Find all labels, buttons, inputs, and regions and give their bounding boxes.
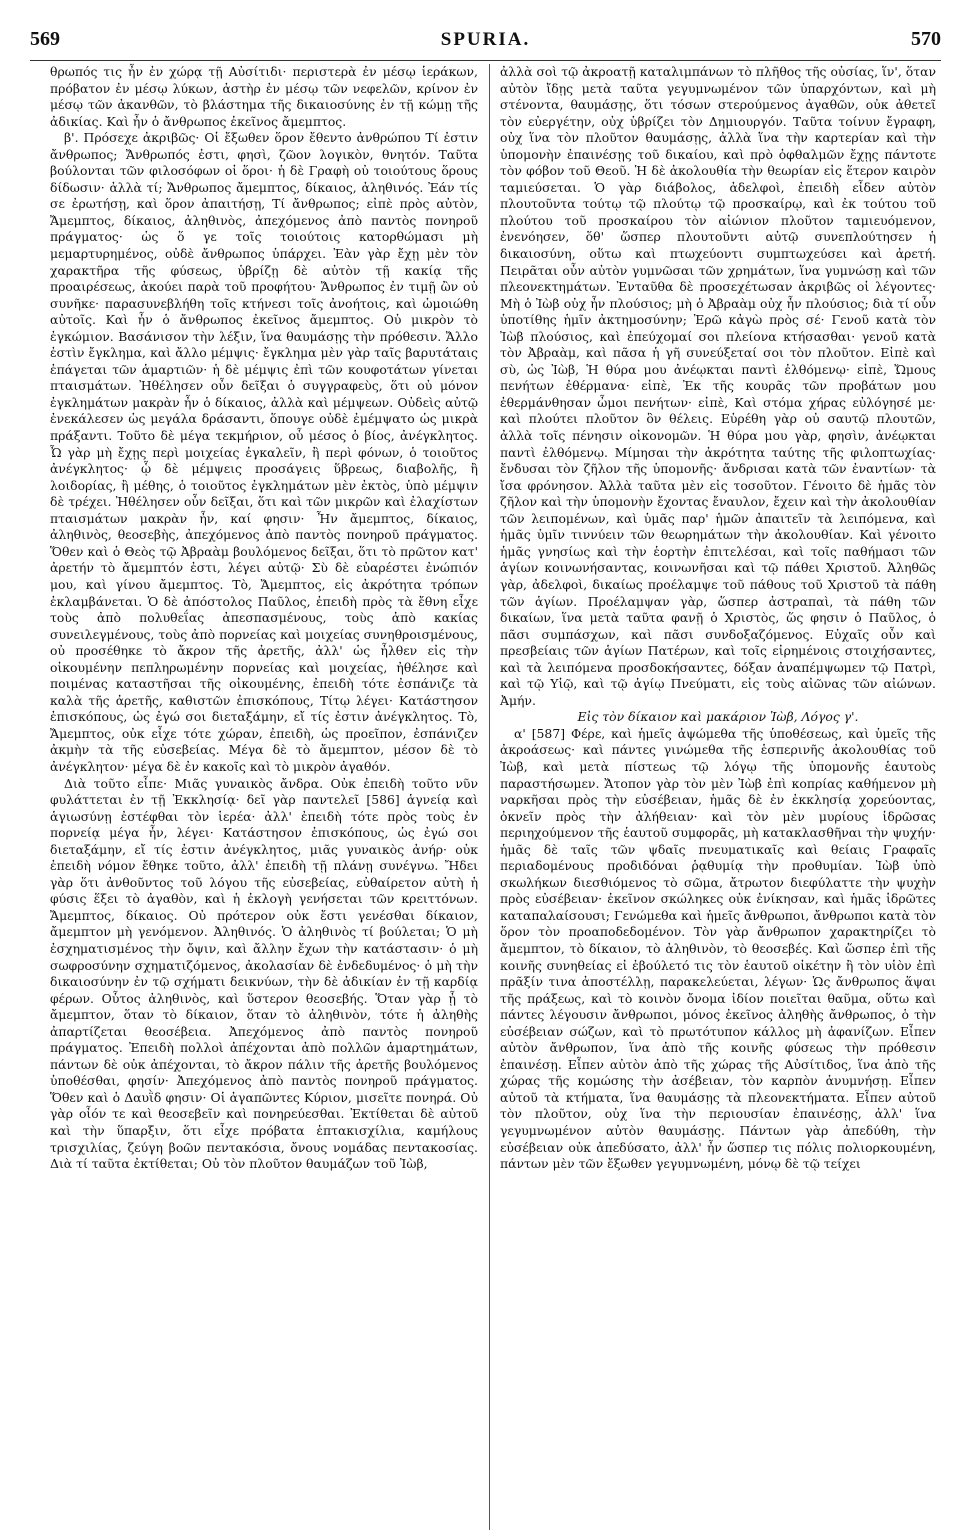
right-paragraph-1: ἀλλὰ σοὶ τῷ ἀκροατῇ καταλιμπάνων τὸ πλῆθος τῆς οὐσίας, ἵν', ὅταν αὐτὸν ἴδῃς μετὰ ταῦτα γεγυμνωμένον τῶν ὑπαρχόντων, καὶ μὴ στένοντα, θαυμάσῃς, ὅτι τόσων στερούμενος ἀγαθῶν, οὐκ ἀθετεῖ τὸν εὐεργέτην, οὐχ ὑβρίζει τὸν Δημιουργόν. Ταῦτα τοίνυν ἔγραφη, οὐχ ἵνα τὸν πλοῦτον θαυμάσῃς, ἀλλὰ ἵνα τὴν καρτερίαν καὶ τὴν ὑπομονὴν ἐπαινέσῃς τοῦ δικαίου, καὶ πρὸ ὀφθαλμῶν ἔχῃς πάντοτε τὸν φόβον τοῦ Θεοῦ. Ἡ δὲ ἀκολουθία τὴν θεωρίαν εἰς ἕτερον καιρὸν ταμιεύσεται. Ὁ γὰρ διάβολος, ἀδελφοὶ, ἐπειδὴ εἶδεν αὐτὸν πλουτοῦντα τούτῳ τῷ πλούτῳ τῷ προσκαίρῳ, καὶ ἐκ τούτου τοῦ πλούτου τοῦ προσκαίρου τὸν αἰώνιον πλοῦτον ταμιευόμενον, ἐνενόησεν, ὅθ' ὥσπερ πλουτοῦντι αὐτῷ συνεπλούτησεν ἡ δικαιοσύνη, οὕτω καὶ πτωχεύοντι συμπτωχεύσει καὶ ἀρετή. Πειρᾶται οὖν αὐτὸν γυμνῶσαι τῶν χρημάτων, ἵνα γυμνώσῃ καὶ τῶν πλεονεκτημάτων. Ἐνταῦθα δὲ προσεχέτωσαν ἀκριβῶς οἱ λέγοντες· Μὴ ὁ Ἰὼβ οὐχ ἦν πλούσιος; μὴ ὁ Ἀβραὰμ οὐχ ἦν πλούσιος; διὰ τί οὖν ὑποτίθης ἡμῖν ἀκτημοσύνην; Ἐρῶ κἀγὼ πρὸς σέ· Γενοῦ κατὰ τὸν Ἰὼβ πλούσιος, καὶ ἐπεύχομαί σοι πλείονα κτήσασθαι· γενοῦ κατὰ τὸν Ἀβραὰμ, καὶ πᾶσα ἡ γῆ συνεύξεταί σοι τὸν πλοῦτον. Εἰπὲ καὶ σὺ, ὡς Ἰὼβ, Ἡ θύρα μου ἀνέῳκται παντὶ ἐλθόμενῳ· εἰπὲ, Ὤμους πενήτων ἐθέρμανα· εἰπὲ, Ἐκ τῆς κουρᾶς τῶν προβάτων μου ἐθερμάνθησαν ὦμοι πενήτων· εἰπὲ, Καὶ στόμα χήρας εὐλόγησέ με· καὶ πλούτει πλοῦτον ὃν θέλεις. Εὑρέθη γὰρ οὐ σαυτῷ πλουτῶν, ἀλλὰ τοῖς πένησιν οἰκονομῶν. Ἡ θύρα μου γὰρ, φησὶν, ἀνέῳκται παντὶ ἐλθόμενῳ. Μίμησαι τὴν ἀκρότητα ταύτης τῆς φιλοπτωχίας· ἔνδυσαι τὸν ζῆλον τῆς ὑπομονῆς· ἄνδρισαι κατὰ τῶν ἐναντίων· τὰ ἴσα φρόνησον. Ἀλλὰ ταῦτα μὲν εἰς τοσοῦτον. Γένοιτο δὲ ἡμᾶς τὸν ζῆλον καὶ τὴν ὑπομονὴν ἔχοντας ἔναυλον, ἔχειν καὶ τὴν ἀκολουθίαν τῶν λειπομένων, καὶ ὑμᾶς παρ' ἡμῶν ἀπαιτεῖν τὰ λειπόμενα, καὶ ἡμᾶς ὑμῖν τιννύειν τῶν θεωρημάτων τὴν ἀκολουθίαν. Καὶ γένοιτο ἡμᾶς γνησίως καὶ τὴν ἑορτὴν ἐπιτελέσαι, καὶ τοῖς παθήμασι τῶν ἁγίων κοινωνήσαντας, κοινωνῆσαι καὶ τῷ πάθει Χριστοῦ. Ἀληθῶς γὰρ, ἀδελφοὶ, δικαίως προέλαμψε τοῦ πάθους τοῦ Χριστοῦ τὰ πάθη τῶν ἁγίων. Προέλαμψαν γὰρ, ὥσπερ ἀστραπαὶ, τὰ πάθη τῶν δικαίων, ἵνα μετὰ ταῦτα φανῇ ὁ Χριστὸς, ὥς φησιν ὁ Παῦλος, ὁ πᾶσι συμπάσχων, καὶ πᾶσι συνδοξαζόμενος. Εὐχαῖς οὖν καὶ πρεσβείαις τῶν ἁγίων Πατέρων, καὶ τοῖς εἰρημένοις στοιχήσαντες, καὶ τὰ λειπόμενα προσδοκήσαντες, δόξαν ἀναπέμψωμεν τῷ Πατρὶ, καὶ τῷ Υἱῷ, καὶ τῷ ἁγίῳ Πνεύματι, εἰς τοὺς αἰῶνας τῶν αἰώνων. Ἀμήν. xyxy=(500,64,936,708)
column-divider xyxy=(489,64,490,1530)
left-page-number: 569 xyxy=(30,28,60,50)
right-column xyxy=(500,64,936,1173)
header-rule xyxy=(30,60,941,61)
left-paragraph-3: Διὰ τοῦτο εἶπε· Μιᾶς γυναικὸς ἄνδρα. Οὐκ ἐπειδὴ τοῦτο νῦν φυλάττεται ἐν τῇ Ἐκκλησίᾳ· δεῖ γὰρ παντελεῖ [586] ἁγνείᾳ καὶ ἁγιωσύνῃ ἐστέφθαι τὸν ἱερέα· ἀλλ' ἐπειδὴ τότε πρὸς τοὺς ἐν πορνείᾳ μέγα ἦν, λέγει· Κατάστησον ἐπισκόπους, ὡς ἐγώ σοι διεταξάμην, εἴ τίς ἐστιν ἀνέγκλητος, μιᾶς γυναικὸς ἀνήρ· οὐκ ἐπειδὴ νόμον ἔθηκε τοῦτο, ἀλλ' ἐπειδὴ τῇ πλάνῃ συνέγνω. Ἤδει γὰρ ὅτι ἀνθοῦντος τοῦ λόγου τῆς εὐσεβείας, εὐθαίρετον αὐτὴ ἡ φύσις ἕξει τὸ ἀγαθὸν, καὶ ἡ ἐκλογὴ γενήσεται τῶν κρειττόνων. Ἄμεμπτος, δίκαιος. Οὐ πρότερον οὐκ ἔστι γενέσθαι δίκαιον, ἄμεμπτον μὴ γενόμενον. Ἀληθινός. Ὁ ἀληθινὸς τί βούλεται; Ὁ μὴ ἐσχηματισμένος τὴν ὄψιν, καὶ ἄλλην ἔχων τὴν κατάστασιν· ὁ μὴ σωφροσύνην σχηματιζόμενος, ἀκολασίαν δὲ ἐνδεδυμένος· ὁ μὴ τὴν δικαιοσύνην ἐν τῷ σχήματι δεικνύων, τὴν δὲ ἀδικίαν ἐν τῇ καρδίᾳ φέρων. Οὗτος ἀληθινὸς, καὶ ὕστερον θεοσεβής. Ὅταν γὰρ ᾖ τὸ ἄμεμπτον, ὅταν τὸ δίκαιον, ὅταν τὸ ἀληθινὸν, τότε ἡ ἀληθὴς ἀπαρτίζεται θεοσέβεια. Ἀπεχόμενος ἀπὸ παντὸς πονηροῦ πράγματος. Ἐπειδὴ πολλοὶ ἀπέχονται ἀπὸ πολλῶν ἁμαρτημάτων, πάντων δὲ οὐκ ἀπέχονται, τὸ ἄκρον πάλιν τῆς ἀρετῆς βουλόμενος ὑποθέσθαι, φησίν· Ἀπεχόμενος ἀπὸ παντὸς πονηροῦ πράγματος. Ὅθεν καὶ ὁ Δαυῒδ φησιν· Οἱ ἀγαπῶντες Κύριον, μισεῖτε πονηρά. Οὐ γὰρ οἶόν τε καὶ θεοσεβεῖν καὶ πονηρεύεσθαι. Ἐκτίθεται δὲ αὐτοῦ καὶ τὴν ὕπαρξιν, ὅτι εἶχε πρόβατα ἑπτακισχίλια, καμήλους τρισχιλίας, ζεύγη βοῶν πεντακόσια, ὄνους νομάδας πεντακοσίας. Διὰ τί ταῦτα ἐκτίθεται; Οὐ τὸν πλοῦτον θαυμάζων τοῦ Ἰὼβ, xyxy=(50,775,478,1172)
right-page-number: 570 xyxy=(910,28,941,50)
left-paragraph-1: θρωπός τις ἦν ἐν χώρᾳ τῇ Αὐσίτιδι· περιστερὰ ἐν μέσῳ ἱεράκων, πρόβατον ἐν μέσῳ λύκων, ἀστὴρ ἐν μέσῳ τῶν νεφελῶν, κρίνον ἐν μέσῳ τῶν ἀκανθῶν, τὸ βλάστημα τῆς δικαιοσύνης ἐν τῇ κώμῃ τῆς ἀδικίας. Καὶ ἦν ὁ ἄνθρωπος ἐκεῖνος ἄμεμπτος. xyxy=(50,64,478,129)
section-title: Εἰς τὸν δίκαιον καὶ μακάριον Ἰὼβ, Λόγος γ'. xyxy=(577,709,859,725)
running-title: SPURIA. xyxy=(440,29,531,50)
left-column xyxy=(50,64,478,1173)
right-paragraph-2: α' [587] Φέρε, καὶ ἡμεῖς ἀψώμεθα τῆς ὑποθέσεως, καὶ ὑμεῖς τῆς ἀκροάσεως· καὶ πάντες γινώμεθα τῆς ἑσπερινῆς ἀκολουθίας τοῦ Ἰὼβ, καὶ μετὰ πίστεως τῷ λόγῳ τῆς ὑπομονῆς ἑαυτοὺς παραστήσωμεν. Ἄτοπον γὰρ τὸν μὲν Ἰὼβ ἐπὶ κοπρίας καθήμενον μὴ ναρκῆσαι πρὸς τὴν εὐσέβειαν, ἡμᾶς δὲ ἐν ἐκκλησίᾳ χορεύοντας, ὀκνεῖν πρὸς τὴν ἀλήθειαν· καὶ τὸν μὲν μυρίους ἱδρῶσας περιηχούμενον τῆς ἑαυτοῦ συμφορᾶς, μὴ κατακλασθῆναι τὴν ψυχήν· ἡμᾶς δὲ ταῖς τῶν ψδαῖς πνευματικαῖς καὶ θείαις Γραφαῖς περιαδομένους προδιδόναι ῥᾳθυμίᾳ τὴν προθυμίαν. Ἰὼβ ὑπὸ σκωλήκων διεσθιόμενος τὸ σῶμα, ἄτρωτον διεφύλαττε τὴν ψυχὴν πρὸς εὐσέβειαν· ἐκεῖνον σκώληκες οὐκ ἐνίκησαν, καὶ ἡμᾶς ἱδρῶτες καταπαλαίσουσι; Γενώμεθα καὶ ἡμεῖς ἄνθρωποι, ἄνθρωποι κατὰ τὸν ὅρον τὸν προαποδεδομένον. Τὸν γὰρ ἄνθρωπον χαρακτηρίζει τὸ ἄμεμπτον, τὸ δίκαιον, τὸ ἀληθινὸν, τὸ θεοσεβές. Καὶ ὥσπερ ἐπὶ τῆς κοινῆς συνηθείας εἰ ἐβούλετό τις τὸν ἑαυτοῦ οἰκέτην ἢ τὸν υἱὸν ἐπὶ πρᾶξίν τινα ἀποστέλλῃ, παρακελεύεται, λέγων· Ὡς ἄνθρωπος ἅψαι τῆς πράξεως, καὶ τὸ κοινὸν ὄνομα ἰδίον ποιεῖται θαῦμα, οὕτω καὶ πάντες λέγουσιν ἄνθρωποι, μόνος ἐκεῖνος ἀληθὴς ἄνθρωπος, ὁ τὴν εὐσέβειαν σώζων, καὶ τὸ πρωτότυπον κάλλος μὴ ἀφανίζων. Εἶπεν αὐτὸν ἄνθρωπον, ἵνα ἀπὸ τῆς κοινῆς φύσεως τὴν πρόθεσιν ἐπαινέσῃ. Εἶπεν αὐτὸν ἀπὸ τῆς χώρας τῆς Αὐσίτιδος, ἵνα ἀπὸ τῆς χώρας τῆς κομώσης τὴν ἀσέβειαν, τὸν καρπὸν ἀνυμνήσῃ. Εἶπεν αὐτοῦ τὰ κτήματα, ἵνα θαυμάσῃς τὰ πλεονεκτήματα. Εἶπεν αὐτοῦ τὸν πλοῦτον, οὐχ ἵνα τὴν περιουσίαν ἐπαινέσῃς, ἀλλ' ἵνα γεγυμνωμένον αὐτὸν θαυμάσῃς. Πάντων γὰρ ἀπεδύθη, τὴν εὐσέβειαν οὐκ ἀπεδύσατο, ἀλλ' ἦν ὥσπερ τις πόλις πολιορκουμένη, πάντων μὲν τῶν ἔξωθεν γεγυμνωμένη, μόνῳ δὲ τῷ τείχει xyxy=(500,725,936,1172)
page-header xyxy=(30,28,941,58)
left-paragraph-2: β'. Πρόσεχε ἀκριβῶς· Οἱ ἔξωθεν ὅρον ἔθεντο ἀνθρώπου Τί ἐστιν ἄνθρωπος; Ἄνθρωπός ἐστι, φησὶ, ζῶον λογικὸν, θνητόν. Ταῦτα βούλονται τῶν φιλοσόφων οἱ ὅροι· ἡ δὲ Γραφὴ οὐ τοιούτους ὅρους δίδωσιν· ἀλλὰ τί; Ἄνθρωπος ἄμεμπτος, δίκαιος, ἀληθινός. Ἐάν τίς σε ἐρωτήσῃ, καὶ ὅρον ἀπαιτήσῃ, Τί ἄνθρωπος; εἰπὲ πρὸς αὐτὸν, Ἄμεμπτος, δίκαιος, ἀληθινὸς, ἀπεχόμενος ἀπὸ παντὸς πονηροῦ πράγματος· ὡς ὅ γε τοῖς τοιούτοις κατορθώμασι μὴ μεμαρτυρημένος, οὐδὲ ἄνθρωπος ὑπάρχει. Ἐὰν γὰρ ἔχῃ μὲν τὸν χαρακτῆρα τῆς φύσεως, ὑβρίζῃ δὲ αὐτὸν τῇ κακίᾳ τῆς προαιρέσεως, ἀκούει παρὰ τοῦ προφήτου· Ἄνθρωπος ἐν τιμῇ ὢν οὐ συνῆκε· παρασυνεβλήθη τοῖς κτήνεσι τοῖς ἀνοήτοις, καὶ ὡμοιώθη αὐτοῖς. Καὶ ἦν ὁ ἄνθρωπος ἐκεῖνος ἄμεμπτος. Οὐ μικρὸν τὸ ἐγκώμιον. Βασάνισον τὴν λέξιν, ἵνα θαυμάσῃς τὴν πρόθεσιν. Ἄλλο ἐστὶν ἔγκλημα, καὶ ἄλλο μέμψις· ἔγκλημα μὲν γὰρ ταῖς βαρυτάταις ἐπάγεται τῶν ἁμαρτιῶν· ἡ δὲ μέμψις ἐπὶ τῶν κουφοτάτων γίνεται πταισμάτων. Ἠθέλησεν οὖν δεῖξαι ὁ συγγραφεὺς, ὅτι οὐ μόνον ἐγκλημάτων μακρὰν ἦν ὁ δίκαιος, ἀλλὰ καὶ μέμψεων. Οὐδεὶς αὐτῷ ἐνεκάλεσεν ὡς μεγάλα δράσαντι, ὅπουγε οὐδὲ ἐμέμψατο ὡς μικρὰ πράξαντι. Τοῦτο δὲ μέγα τεκμήριον, οὗ μέσος ὁ βίος, ἀνέγκλητος. Ὦ γὰρ μὴ ἔχῃς περὶ μοιχείας ἐγκαλεῖν, ἢ περὶ φόνων, ὁ τοιοῦτος ἀνέγκλητος· ᾧ δὲ μέμψεις προσάγεις ὕβρεως, διαβολῆς, ἢ λοιδορίας, ἢ μέθης, ὁ τοιοῦτος ἐγκλημάτων μὲν ἐκτὸς, ὑπὸ μέμψιν δὲ τρέχει. Ἠθέλησεν οὖν δεῖξαι, ὅτι καὶ τῶν μικρῶν καὶ ἐλαχίστων πταισμάτων μακρὰν ἦν, καί φησιν· Ἦν ἄμεμπτος, δίκαιος, ἀληθινὸς, θεοσεβὴς, ἀπεχόμενος ἀπὸ παντὸς πονηροῦ πράγματος. Ὅθεν καὶ ὁ Θεὸς τῷ Ἀβραὰμ βουλόμενος δεῖξαι, ὅτι τὸ πρῶτον κατ' ἀρετήν τὸ ἄμεμπτόν ἐστι, λέγει αὐτῷ· Σὺ δὲ εὐαρέστει ἐνώπιόν μου, καὶ γίνου ἄμεμπτος. Τὸ, Ἄμεμπτος, εἰς ἀκρότητα τρόπων ἐκλαμβάνεται. Ὁ δὲ ἀπόστολος Παῦλος, ἐπειδὴ πρὸς τὰ ἔθνη εἶχε τοὺς ἀπὸ πολυθεΐας ἀπεσπασμένους, τοὺς ἀπὸ κακίας συνειλεγμένους, τοὺς ἀπὸ πορνείας καὶ μοιχείας συνηθροισμένους, οὐ προσέθηκε τὸ ἄκρον τῆς ἀρετῆς, ἀλλ' ὡς ἦλθεν εἰς τὴν οἰκουμένην πεπληρωμένην πορνείας καὶ μοιχείας, ἠθέλησε καὶ ποιμένας καταστῆσαι τῆς οἰκουμένης, ἐπειδὴ τότε ἐσπάνιζε τὰ καλὰ τῆς ἀρετῆς, καθιστῶν ἐπισκόπους, Τίτῳ λέγει· Κατάστησον ἐπισκόπους, ὡς ἐγώ σοι διεταξάμην, εἴ τίς ἐστιν ἀνέγκλητος. Τὸ, Ἄμεμπτος, οὐκ εἶχε τότε χώραν, ἐπειδὴ, ὡς προεῖπον, ἐσπάνιζεν ἀκμὴν τὰ τῆς εὐσεβείας. Μέγα δὲ τὸ ἄμεμπτον, μέσον δὲ τὸ ἀνέγκλητον· μέγα δὲ ἐν κακοῖς καὶ τὸ μικρὸν ἀγαθόν. xyxy=(50,130,478,774)
